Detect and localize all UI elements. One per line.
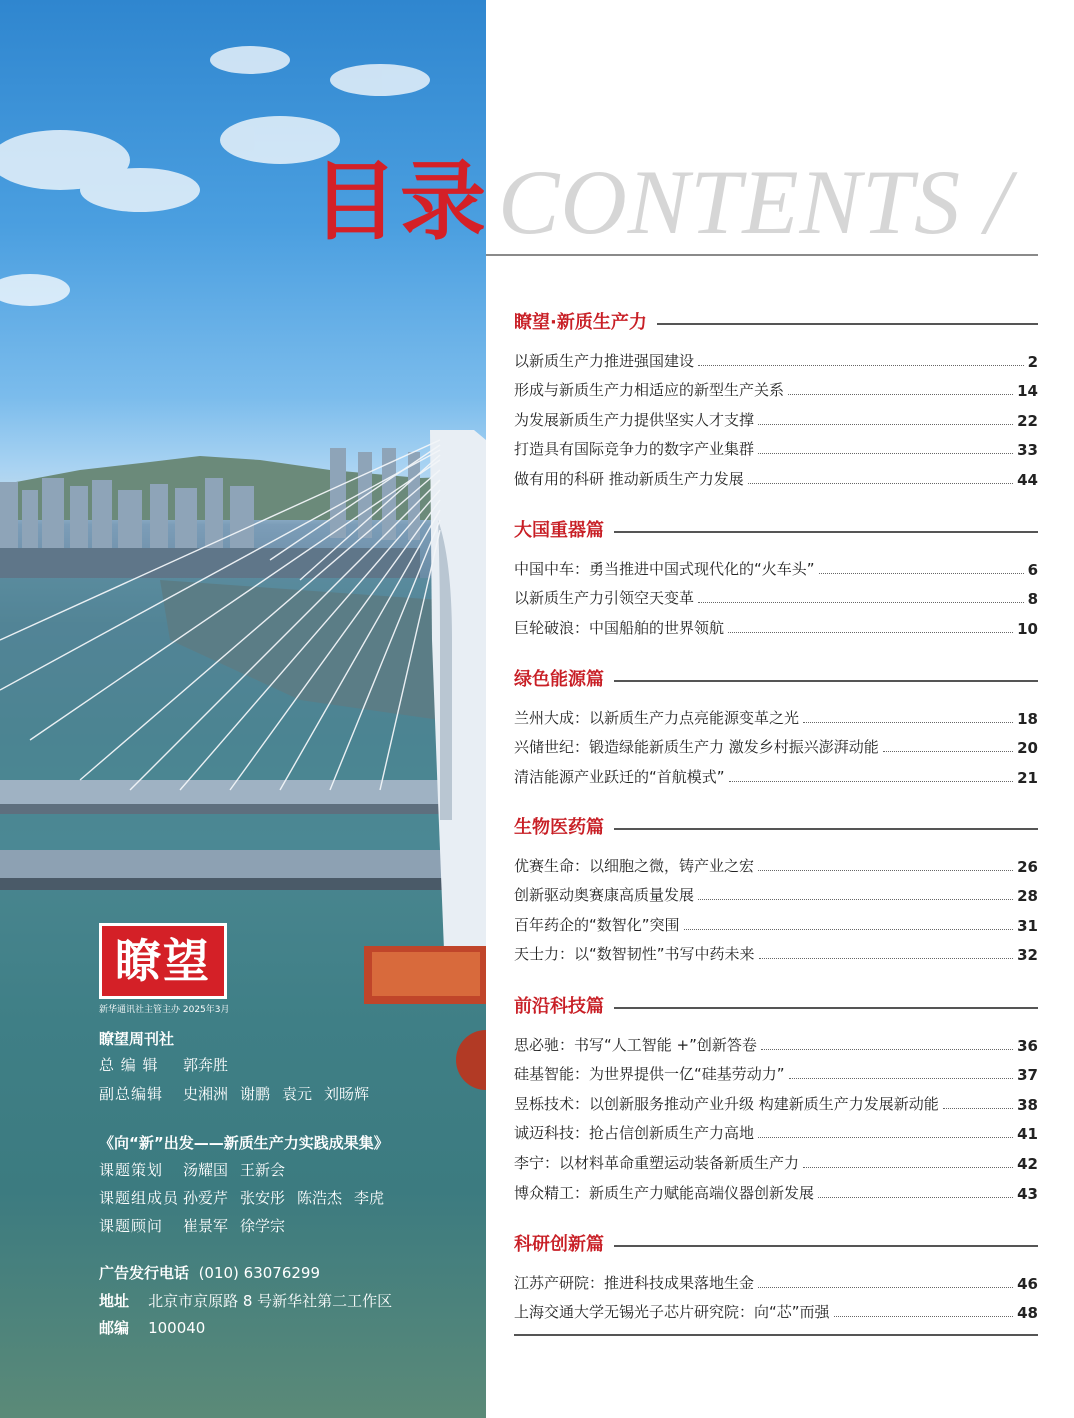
page-title-en: CONTENTS / <box>498 151 1012 253</box>
logo-subtitle: 新华通讯社主管主办 2025年3月 <box>99 1005 230 1015</box>
section-header <box>514 668 1038 694</box>
toc-entry[interactable]: 博众精工：新质生产力赋能高端仪器创新发展 43 <box>514 1183 1038 1203</box>
liaowang-logo: 瞭望 <box>99 923 227 999</box>
toc-section <box>514 816 1038 964</box>
project-credit-row: 课题组成员 孙爱芹 张安彤 陈浩杰 李虎 <box>99 1189 385 1207</box>
toc-entry[interactable]: 打造具有国际竞争力的数字产业集群 33 <box>514 440 1038 460</box>
toc-entry[interactable]: 兰州大成：以新质生产力点亮能源变革之光 18 <box>514 708 1038 728</box>
toc-entry[interactable]: 清洁能源产业跃迁的“首航模式” 21 <box>514 767 1038 787</box>
contact-postcode: 邮编 100040 <box>99 1319 206 1337</box>
section-header <box>514 995 1038 1021</box>
section-header <box>514 816 1038 842</box>
project-title: 《向“新”出发——新质生产力实践成果集》 <box>99 1134 389 1152</box>
section-header <box>514 1233 1038 1259</box>
section-header <box>514 519 1038 545</box>
toc-entry[interactable]: 为发展新质生产力提供坚实人才支撑 22 <box>514 410 1038 430</box>
toc-entry[interactable]: 天士力：以“数智韧性”书写中药未来 32 <box>514 945 1038 965</box>
toc-entry[interactable]: 巨轮破浪：中国船舶的世界领航 10 <box>514 618 1038 638</box>
page-title-cn: 目录 <box>312 151 488 252</box>
toc-entry[interactable]: 百年药企的“数智化”突围 31 <box>514 915 1038 935</box>
section-title: 大国重器篇 <box>514 519 614 543</box>
toc-entry[interactable]: 李宁：以材料革命重塑运动装备新质生产力 42 <box>514 1153 1038 1173</box>
toc-entry[interactable]: 江苏产研院：推进科技成果落地生金 46 <box>514 1273 1038 1293</box>
contact-address: 地址 北京市京原路 8 号新华社第二工作区 <box>99 1292 393 1310</box>
toc-entry[interactable]: 做有用的科研 推动新质生产力发展 44 <box>514 469 1038 489</box>
toc-entry[interactable]: 上海交通大学无锡光子芯片研究院：向“芯”而强 48 <box>514 1303 1038 1323</box>
section-header <box>514 311 1038 337</box>
toc-entry[interactable]: 以新质生产力推进强国建设 2 <box>514 351 1038 371</box>
toc-entry[interactable]: 兴储世纪：锻造绿能新质生产力 激发乡村振兴澎湃动能 20 <box>514 738 1038 758</box>
section-title: 瞭望·新质生产力 <box>514 311 657 335</box>
toc-section <box>514 311 1038 489</box>
credit-row: 总 编 辑 郭奔胜 <box>99 1056 229 1074</box>
section-title: 绿色能源篇 <box>514 668 614 692</box>
toc-entry[interactable]: 以新质生产力引领空天变革 8 <box>514 589 1038 609</box>
toc-entry[interactable]: 诚迈科技：抢占信创新质生产力高地 41 <box>514 1124 1038 1144</box>
title-divider <box>486 254 1038 256</box>
section-title: 科研创新篇 <box>514 1233 614 1257</box>
publisher: 瞭望周刊社 <box>99 1030 175 1048</box>
project-credit-row: 课题策划 汤耀国 王新会 <box>99 1161 286 1179</box>
toc-section <box>514 995 1038 1203</box>
credit-row: 副总编辑 史湘洲 谢鹏 袁元 刘旸辉 <box>99 1085 370 1103</box>
toc-entry[interactable]: 硅基智能：为世界提供一亿“硅基劳动力” 37 <box>514 1065 1038 1085</box>
toc-entry[interactable]: 创新驱动奥赛康高质量发展 28 <box>514 886 1038 906</box>
contents-end-divider <box>514 1334 1038 1336</box>
toc-entry[interactable]: 优赛生命：以细胞之微，铸产业之宏 26 <box>514 856 1038 876</box>
section-title: 生物医药篇 <box>514 816 614 840</box>
toc-entry[interactable]: 形成与新质生产力相适应的新型生产关系 14 <box>514 381 1038 401</box>
contact-phone: 广告发行电话 (010) 63076299 <box>99 1264 321 1282</box>
toc-entry[interactable]: 思必驰：书写“人工智能 +”创新答卷 36 <box>514 1035 1038 1055</box>
project-credit-row: 课题顾问 崔景军 徐学宗 <box>99 1217 286 1235</box>
toc-section <box>514 668 1038 787</box>
toc-section <box>514 1233 1038 1322</box>
toc-entry[interactable]: 中国中车：勇当推进中国式现代化的“火车头” 6 <box>514 559 1038 579</box>
section-title: 前沿科技篇 <box>514 995 614 1019</box>
toc-entry[interactable]: 昱栎技术：以创新服务推动产业升级 构建新质生产力发展新动能 38 <box>514 1094 1038 1114</box>
toc-section <box>514 519 1038 638</box>
